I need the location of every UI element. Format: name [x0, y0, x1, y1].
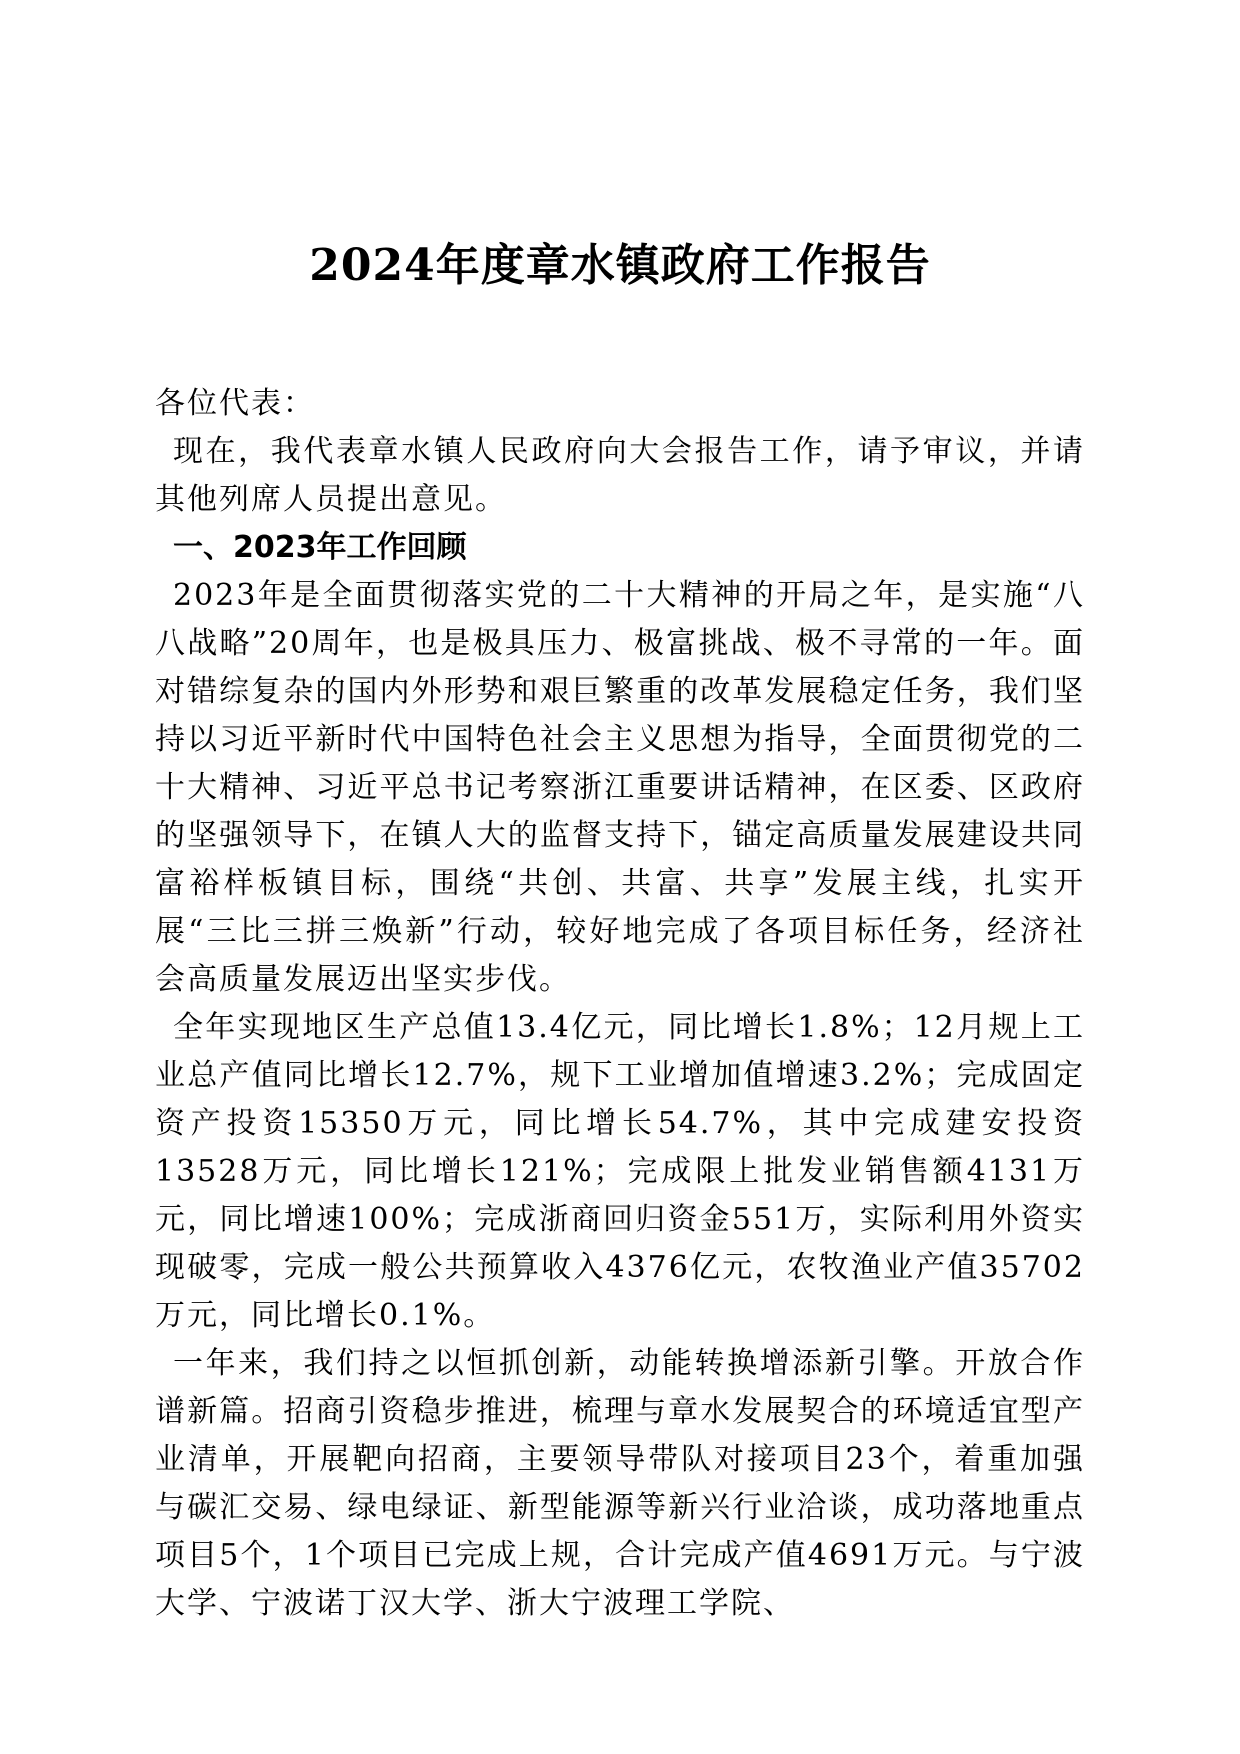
salutation: 各位代表： — [155, 386, 315, 421]
document-body — [155, 380, 1085, 1628]
intro-paragraph: 现在，我代表章水镇人民政府向大会报告工作，请予审议，并请其他列席人员提出意见。 — [155, 434, 1085, 517]
review-paragraph: 2023年是全面贯彻落实党的二十大精神的开局之年，是实施“八八战略”20周年，也是极具压力、极富挑战、极不寻常的一年。面对错综复杂的国内外形势和艰巨繁重的改革发展稳定任务，我们坚持以习近平新时代中国特色社会主义思想为指导，全面贯彻党的二十大精神、习近平总书记考察浙江重要讲话精神，在区委、区政府的坚强领导下，在镇人大的监督支持下，锚定高质量发展建设共同富裕样板镇目标，围绕“共创、共富、共享”发展主线，扎实开展“三比三拼三焕新”行动，较好地完成了各项目标任务，经济社会高质量发展迈出坚实步伐。 — [155, 578, 1085, 997]
statistics-paragraph: 全年实现地区生产总值13.4亿元，同比增长1.8%；12月规上工业总产值同比增长12.7%，规下工业增加值增速3.2%；完成固定资产投资15350万元，同比增长54.7%，其中完成建安投资13528万元，同比增长121%；完成限上批发业销售额4131万元，同比增速100%；完成浙商回归资金551万，实际利用外资实现破零，完成一般公共预算收入4376亿元，农牧渔业产值35702万元，同比增长0.1%。 — [155, 1010, 1085, 1333]
document-title: 2024年度章水镇政府工作报告 — [309, 240, 931, 291]
section-heading: 一、2023年工作回顾 — [173, 530, 467, 565]
innovation-paragraph: 一年来，我们持之以恒抓创新，动能转换增添新引擎。开放合作谱新篇。招商引资稳步推进，梳理与章水发展契合的环境适宜型产业清单，开展靶向招商，主要领导带队对接项目23个，着重加强与碳汇交易、绿电绿证、新型能源等新兴行业洽谈，成功落地重点项目5个，1个项目已完成上规，合计完成产值4691万元。与宁波大学、宁波诺丁汉大学、浙大宁波理工学院、 — [155, 1346, 1085, 1621]
